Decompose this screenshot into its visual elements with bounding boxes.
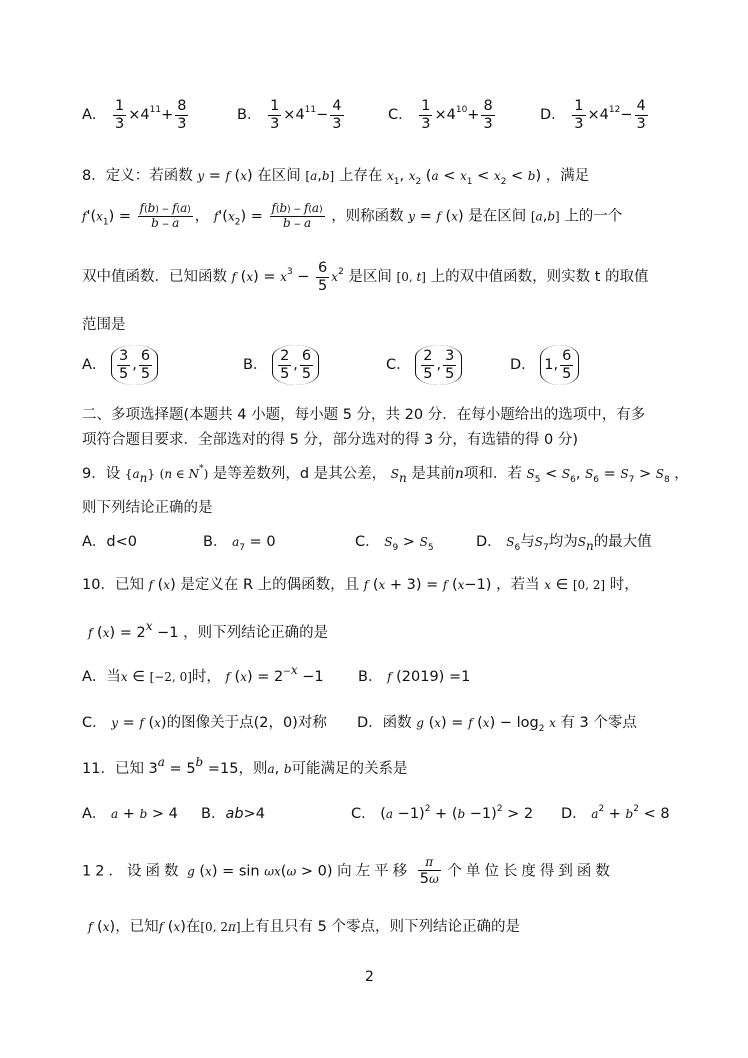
q11-option-b[interactable]: B．ab>4 — [201, 806, 265, 822]
q11-option-c[interactable]: C． $(a -1)^2 + (b -1)^2 > 2$ — [351, 804, 534, 822]
q11-line-1: 11．已知 $3^a = 5^b =15$，则a, b可能满足的关系是 — [82, 755, 408, 777]
q10-option-a[interactable]: A．当x ∈ [−2, 0]时， f $(x) = 2^{-x} -1$ — [82, 663, 324, 685]
option-letter: D． — [540, 107, 566, 124]
q8-option-b[interactable]: B． $\frac{2}{5}$ , $\frac{6}{5}$ — [243, 345, 319, 385]
q9-option-a[interactable]: A．d<0 — [82, 534, 137, 550]
q9-line-2: 则下列结论正确的是 — [82, 500, 213, 516]
q11-option-a[interactable]: A． a + b > 4 — [82, 806, 178, 822]
q8-line-1: 8．定义：若函数 y = f (x) 在区间 [a,b] 上存在 $x_1$, $x_2$ $(a < x_1 < x_2 < b)$ ，满足 — [82, 168, 590, 187]
q8-option-a[interactable]: A． $\frac{3}{5}$ , $\frac{6}{5}$ — [82, 345, 158, 385]
section-2-header-line-2: 项符合题目要求．全部选对的得 5 分，部分选对的得 3 分，有选错的得 0 分) — [82, 432, 578, 448]
option-letter: C． — [388, 107, 413, 124]
q12-line-1: 12．设函数 g (x) = sin ωx(ω > 0) 向左平移 $\frac{\pi}{5\omega}$ 个单位长度得到函数 — [82, 855, 614, 887]
q11-option-d[interactable]: D． $a^2 + b^2 < 8$ — [561, 804, 670, 822]
q8-option-c[interactable]: C． $\frac{2}{5}$ , $\frac{3}{5}$ — [386, 345, 462, 385]
q10-option-b[interactable]: B． f (2019) =1 — [358, 669, 471, 685]
q8-line-4: 范围是 — [82, 317, 126, 333]
q9-option-c[interactable]: C． $S_9 > S_5$ — [355, 534, 434, 553]
q8-line-2: $f'(x_1)$ = $\frac{f(b) - f(a)}{b - a}$ ， $f'(x_2)$ = $\frac{f(b) - f(a)}{b - a}$ ，则称函数 y = f (x) 是在区间 [a,b] 上的一个 — [82, 201, 623, 230]
page-number: 2 — [365, 969, 374, 985]
section-2-header-line-1: 二、多项选择题(本题共 4 小题，每小题 5 分，共 20 分．在每小题给出的选项中，有多 — [82, 407, 646, 423]
q12-line-2: f (x)，已知f (x)在[0, 2π]上有且只有 5 个零点，则下列结论正确的是 — [88, 919, 520, 935]
option-letter: A． — [82, 107, 107, 124]
option-letter: B． — [237, 107, 262, 124]
q10-line-1: 10．已知 f (x) 是定义在 R 上的偶函数，且 f (x + 3) = f (x−1) ，若当 x ∈ [0, 2] 时， — [82, 577, 639, 593]
q10-option-c[interactable]: C． y = f (x)的图像关于点(2，0)对称 — [82, 715, 327, 731]
q9-option-d[interactable]: D． $S_6$与$S_7$均为$S_n$的最大值 — [476, 534, 652, 553]
q7-option-d[interactable]: D． $\frac{1}{3}$ $\times 4^{12}-$ $\frac{4}{3}$ — [540, 98, 646, 132]
q9-line-1: 9．设 $\{a_n\}$ (n ∈ N*) 是等差数列，d 是其公差， $S_n$ 是其前n项和．若 $S_5 < S_6$, $S_6 = S_7 > S_8$ ， — [82, 464, 689, 485]
q7-option-b[interactable]: B． $\frac{1}{3}$ $\times 4^{11}-$ $\frac{4}{3}$ — [237, 98, 342, 132]
q10-line-2: f $(x) = 2^x -1$ ，则下列结论正确的是 — [88, 619, 329, 641]
q7-option-c[interactable]: C． $\frac{1}{3}$ $\times 4^{10}+$ $\frac{8}{3}$ — [388, 98, 493, 132]
q8-line-3: 双中值函数．已知函数 f $(x) = x^3$ − $\frac{6}{5}$ $x^2$ 是区间 [0, t] 上的双中值函数，则实数 t 的取值 — [82, 260, 649, 294]
q7-option-a[interactable]: A． $\frac{1}{3}$ $\times 4^{11}+$ $\frac{8}{3}$ — [82, 98, 187, 132]
q9-option-b[interactable]: B． $a_7 = 0$ — [203, 534, 276, 553]
q10-option-d[interactable]: D．函数 g (x) = f $(x) - \log_2 x$ 有 3 个零点 — [357, 715, 637, 734]
q8-option-d[interactable]: D． 1, $\frac{6}{5}$ — [510, 345, 579, 385]
